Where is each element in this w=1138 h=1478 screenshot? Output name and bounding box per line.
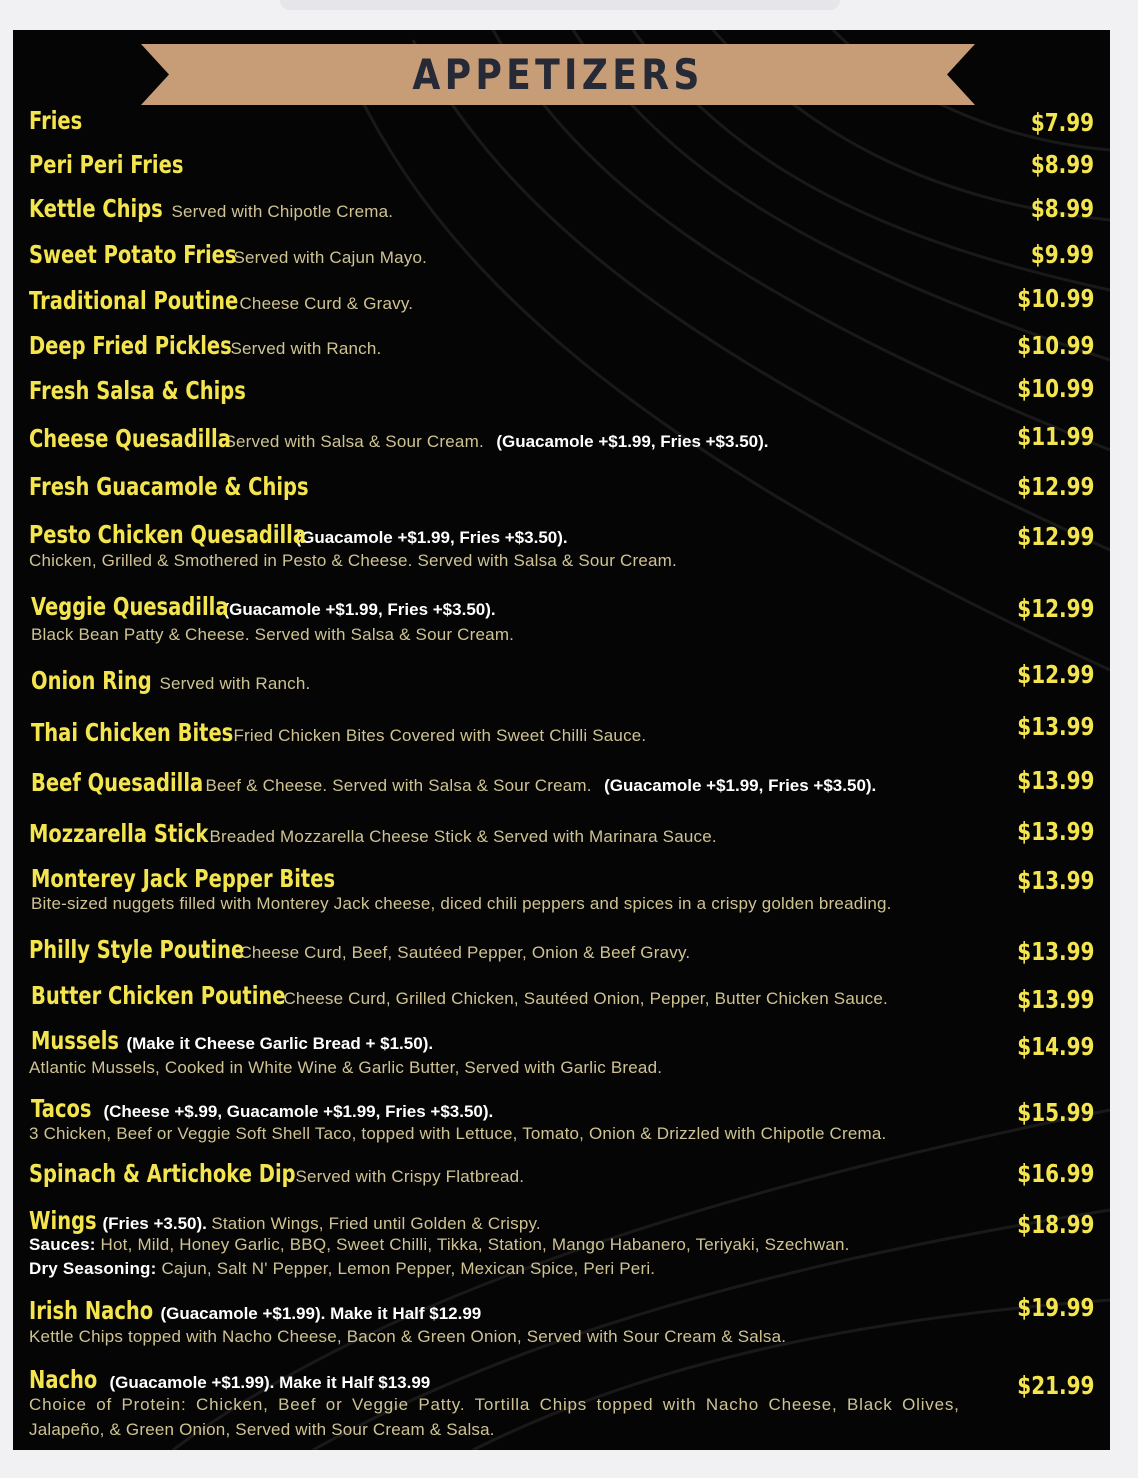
- wings-sauces: [29, 1235, 850, 1255]
- dry-seasoning-label: Dry Seasoning:: [29, 1259, 157, 1278]
- item-name: Mussels: [31, 1026, 120, 1055]
- item-description: Black Bean Patty & Cheese. Served with Salsa & Sour Cream.: [31, 625, 515, 644]
- item-addons: (Make it Cheese Garlic Bread + $1.50).: [126, 1034, 434, 1053]
- item-name: Deep Fried Pickles: [29, 331, 232, 360]
- item-name: Spinach & Artichoke Dip: [29, 1159, 296, 1188]
- item-name: Wings: [29, 1206, 97, 1235]
- menu-board: [13, 30, 1110, 1450]
- item-price: $13.99: [1016, 817, 1094, 846]
- item-description: Served with Crispy Flatbread.: [295, 1167, 525, 1186]
- item-addons: (Cheese +$.99, Guacamole +$1.99, Fries +$3.50).: [103, 1102, 494, 1121]
- item-price: $13.99: [1016, 766, 1094, 795]
- item-description: Served with Ranch.: [230, 339, 382, 358]
- item-name: Veggie Quesadilla: [31, 592, 229, 621]
- item-price: $12.99: [1016, 594, 1094, 623]
- item-price: $8.99: [1030, 150, 1094, 179]
- item-price: $13.99: [1016, 712, 1094, 741]
- item-price: $19.99: [1016, 1293, 1094, 1322]
- item-name: Butter Chicken Poutine: [31, 981, 286, 1010]
- item-description: Served with Salsa & Sour Cream.: [224, 432, 484, 451]
- item-addons: (Guacamole +$1.99). Make it Half $13.99: [109, 1373, 431, 1392]
- item-price: $12.99: [1016, 522, 1094, 551]
- item-price: $15.99: [1016, 1098, 1094, 1127]
- item-description: Kettle Chips topped with Nacho Cheese, Bacon & Green Onion, Served with Sour Cream & Salsa.: [29, 1327, 787, 1346]
- item-name: Nacho: [29, 1365, 98, 1394]
- item-addons: (Guacamole +$1.99, Fries +$3.50).: [496, 432, 769, 451]
- item-name: Fresh Salsa & Chips: [29, 376, 246, 405]
- item-name: Fries: [29, 106, 83, 135]
- item-addons: (Guacamole +$1.99, Fries +$3.50).: [295, 528, 568, 547]
- item-description: Cheese Curd & Gravy.: [239, 294, 414, 313]
- item-description: Fried Chicken Bites Covered with Sweet Chilli Sauce.: [233, 726, 647, 745]
- item-description: Chicken, Grilled & Smothered in Pesto & Cheese. Served with Salsa & Sour Cream.: [29, 551, 677, 570]
- item-price: $14.99: [1016, 1032, 1094, 1061]
- item-name: Sweet Potato Fries: [29, 240, 237, 269]
- item-description: Breaded Mozzarella Cheese Stick & Served with Marinara Sauce.: [209, 827, 717, 846]
- item-name: Thai Chicken Bites: [31, 718, 234, 747]
- section-banner: [141, 44, 975, 105]
- item-description: Atlantic Mussels, Cooked in White Wine & Garlic Butter, Served with Garlic Bread.: [29, 1058, 663, 1077]
- item-price: $12.99: [1016, 472, 1094, 501]
- item-description: Cheese Curd, Beef, Sautéed Pepper, Onion & Beef Gravy.: [239, 943, 691, 962]
- item-price: $10.99: [1016, 284, 1094, 313]
- item-price: $21.99: [1016, 1371, 1094, 1400]
- dry-seasoning-list: Cajun, Salt N' Pepper, Lemon Pepper, Mexican Spice, Peri Peri.: [161, 1259, 656, 1278]
- item-addons: (Guacamole +$1.99). Make it Half $12.99: [160, 1304, 482, 1323]
- item-name: Cheese Quesadilla: [29, 424, 231, 453]
- item-price: $10.99: [1016, 374, 1094, 403]
- item-addons: (Guacamole +$1.99, Fries +$3.50).: [223, 600, 496, 619]
- item-description: Served with Chipotle Crema.: [171, 202, 394, 221]
- item-description: Beef & Cheese. Served with Salsa & Sour Cream.: [205, 776, 592, 795]
- sauces-label: Sauces:: [29, 1235, 96, 1254]
- item-name: Traditional Poutine: [29, 286, 239, 315]
- item-addons: (Fries +3.50).: [102, 1214, 207, 1233]
- item-description: 3 Chicken, Beef or Veggie Soft Shell Taco, topped with Lettuce, Tomato, Onion & Drizzled with Chipotle Crema.: [29, 1124, 887, 1143]
- item-name: Peri Peri Fries: [29, 150, 184, 179]
- wings-dry-seasoning: [29, 1259, 655, 1279]
- item-price: $8.99: [1030, 194, 1094, 223]
- item-price: $9.99: [1030, 240, 1094, 269]
- item-description-continued: Jalapeño, & Green Onion, Served with Sour Cream & Salsa.: [29, 1420, 495, 1439]
- item-description: Bite-sized nuggets filled with Monterey Jack cheese, diced chili peppers and spices in a crispy golden breading.: [31, 894, 892, 913]
- item-price: $10.99: [1016, 331, 1094, 360]
- item-name: Pesto Chicken Quesadilla: [29, 520, 307, 549]
- item-description: Cheese Curd, Grilled Chicken, Sautéed Onion, Pepper, Butter Chicken Sauce.: [283, 989, 888, 1008]
- item-name: Philly Style Poutine: [29, 935, 245, 964]
- sauces-list: Hot, Mild, Honey Garlic, BBQ, Sweet Chilli, Tikka, Station, Mango Habanero, Teriyaki, Szechwan.: [100, 1235, 850, 1254]
- item-name: Irish Nacho: [29, 1296, 154, 1325]
- item-name: Tacos: [31, 1094, 92, 1123]
- top-shadow: [280, 0, 840, 10]
- item-name: Kettle Chips: [29, 194, 163, 223]
- item-price: $16.99: [1016, 1159, 1094, 1188]
- item-description: Served with Ranch.: [159, 674, 311, 693]
- item-description: Served with Cajun Mayo.: [233, 248, 428, 267]
- item-price: $7.99: [1030, 108, 1094, 137]
- item-price: $13.99: [1016, 866, 1094, 895]
- item-price: $13.99: [1016, 937, 1094, 966]
- section-title: APPETIZERS: [412, 50, 704, 99]
- item-price: $12.99: [1016, 660, 1094, 689]
- item-price: $13.99: [1016, 985, 1094, 1014]
- item-name: Beef Quesadilla: [31, 768, 204, 797]
- item-price: $11.99: [1016, 422, 1094, 451]
- item-price: $18.99: [1016, 1210, 1094, 1239]
- item-name: Monterey Jack Pepper Bites: [31, 864, 336, 893]
- item-name: Onion Ring: [31, 666, 152, 695]
- item-description: Choice of Protein: Chicken, Beef or Veggie Patty. Tortilla Chips topped with Nacho Cheese, Black Olives,: [29, 1395, 960, 1414]
- item-name: Mozzarella Stick: [29, 819, 209, 848]
- item-name: Fresh Guacamole & Chips: [29, 472, 309, 501]
- item-addons: (Guacamole +$1.99, Fries +$3.50).: [604, 776, 877, 795]
- item-description: Station Wings, Fried until Golden & Crispy.: [211, 1214, 541, 1233]
